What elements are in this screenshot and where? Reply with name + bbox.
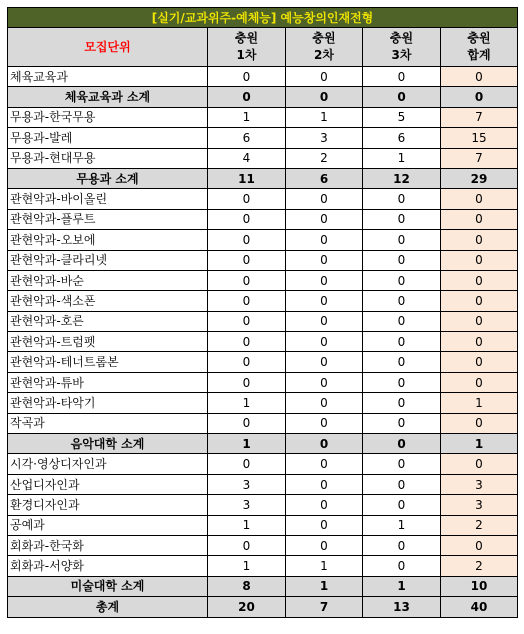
round-1-cell: 1 [208,556,286,576]
round-3-cell: 1 [363,576,441,596]
round-2-cell: 0 [286,230,363,250]
unit-name-cell: 무용과-발레 [8,128,208,148]
round-1-cell: 8 [208,576,286,596]
table-row [8,515,518,535]
total-cell: 0 [441,230,518,250]
round-1-cell: 11 [208,168,286,188]
unit-name-cell: 관현악과-오보에 [8,230,208,250]
total-cell: 0 [441,270,518,290]
table-row [8,209,518,229]
table-title: [실기/교과위주-예체능] 예능창의인재전형 [8,8,518,28]
round-2-cell: 0 [286,352,363,372]
round-2-cell: 0 [286,495,363,515]
table-row [8,67,518,87]
header-round-2 [286,28,363,67]
round-2-cell: 0 [286,474,363,494]
header-total-bottom: 합계 [467,48,491,62]
round-1-cell: 6 [208,128,286,148]
unit-name-cell: 총계 [8,597,208,617]
round-3-cell: 0 [363,556,441,576]
total-cell: 0 [441,250,518,270]
table-row [8,291,518,311]
unit-name-cell: 작곡과 [8,413,208,433]
table-row [8,128,518,148]
round-2-cell: 0 [286,372,363,392]
total-cell: 0 [441,352,518,372]
total-cell: 0 [441,87,518,107]
header-round-2-top: 충원 [312,31,336,45]
round-1-cell: 1 [208,515,286,535]
total-cell: 40 [441,597,518,617]
table-row [8,454,518,474]
total-cell: 15 [441,128,518,148]
table-row [8,332,518,352]
header-total [441,28,518,67]
round-3-cell: 0 [363,372,441,392]
unit-name-cell: 체육교육과 소계 [8,87,208,107]
round-2-cell: 0 [286,535,363,555]
round-1-cell: 0 [208,413,286,433]
round-1-cell: 0 [208,209,286,229]
admission-table-container [7,7,517,618]
round-2-cell: 0 [286,434,363,454]
table-row [8,189,518,209]
unit-name-cell: 관현악과-바이올린 [8,189,208,209]
total-cell: 1 [441,434,518,454]
round-1-cell: 3 [208,474,286,494]
round-1-cell: 0 [208,250,286,270]
unit-name-cell: 무용과 소계 [8,168,208,188]
unit-name-cell: 회화과-한국화 [8,535,208,555]
round-2-cell: 7 [286,597,363,617]
total-cell: 0 [441,535,518,555]
total-cell: 0 [441,413,518,433]
round-2-cell: 1 [286,576,363,596]
unit-name-cell: 음악대학 소계 [8,434,208,454]
total-cell: 0 [441,189,518,209]
round-3-cell: 0 [363,67,441,87]
unit-name-cell: 관현악과-클라리넷 [8,250,208,270]
round-1-cell: 1 [208,107,286,127]
unit-name-cell: 무용과-한국무용 [8,107,208,127]
round-3-cell: 12 [363,168,441,188]
unit-name-cell: 공예과 [8,515,208,535]
round-3-cell: 0 [363,413,441,433]
round-1-cell: 0 [208,372,286,392]
total-cell: 1 [441,393,518,413]
round-3-cell: 0 [363,189,441,209]
total-cell: 3 [441,474,518,494]
round-1-cell: 0 [208,332,286,352]
total-cell: 7 [441,148,518,168]
round-3-cell: 5 [363,107,441,127]
round-3-cell: 0 [363,270,441,290]
round-3-cell: 0 [363,87,441,107]
header-round-3-bottom: 3차 [391,48,412,62]
round-2-cell: 1 [286,107,363,127]
round-2-cell: 0 [286,67,363,87]
round-3-cell: 1 [363,515,441,535]
table-row [8,250,518,270]
round-3-cell: 13 [363,597,441,617]
total-cell: 2 [441,515,518,535]
round-1-cell: 0 [208,87,286,107]
round-2-cell: 0 [286,311,363,331]
round-1-cell: 0 [208,454,286,474]
round-1-cell: 3 [208,495,286,515]
round-3-cell: 0 [363,332,441,352]
total-cell: 0 [441,372,518,392]
unit-name-cell: 관현악과-플루트 [8,209,208,229]
round-2-cell: 0 [286,291,363,311]
unit-name-cell: 관현악과-튜바 [8,372,208,392]
round-1-cell: 0 [208,352,286,372]
total-cell: 0 [441,311,518,331]
total-cell: 3 [441,495,518,515]
round-1-cell: 0 [208,230,286,250]
round-1-cell: 1 [208,393,286,413]
round-3-cell: 0 [363,495,441,515]
round-2-cell: 0 [286,332,363,352]
round-1-cell: 0 [208,270,286,290]
total-cell: 0 [441,332,518,352]
total-cell: 2 [441,556,518,576]
subtotal-row [8,434,518,454]
round-2-cell: 0 [286,454,363,474]
table-row [8,535,518,555]
round-1-cell: 4 [208,148,286,168]
unit-name-cell: 관현악과-타악기 [8,393,208,413]
total-cell: 7 [441,107,518,127]
round-2-cell: 3 [286,128,363,148]
total-cell: 0 [441,209,518,229]
round-2-cell: 0 [286,393,363,413]
table-row [8,148,518,168]
table-row [8,372,518,392]
unit-name-cell: 관현악과-바순 [8,270,208,290]
round-2-cell: 0 [286,87,363,107]
round-3-cell: 0 [363,535,441,555]
round-1-cell: 0 [208,291,286,311]
table-row [8,230,518,250]
round-3-cell: 0 [363,352,441,372]
round-1-cell: 0 [208,189,286,209]
subtotal-row [8,576,518,596]
unit-name-cell: 관현악과-테너트롬본 [8,352,208,372]
table-row [8,556,518,576]
round-1-cell: 20 [208,597,286,617]
table-row [8,311,518,331]
total-cell: 0 [441,454,518,474]
round-2-cell: 2 [286,148,363,168]
unit-name-cell: 환경디자인과 [8,495,208,515]
round-3-cell: 0 [363,230,441,250]
unit-name-cell: 관현악과-호른 [8,311,208,331]
header-round-3 [363,28,441,67]
round-2-cell: 0 [286,515,363,535]
round-2-cell: 1 [286,556,363,576]
round-3-cell: 0 [363,474,441,494]
round-3-cell: 0 [363,454,441,474]
header-round-3-top: 충원 [389,31,414,45]
round-3-cell: 0 [363,393,441,413]
round-3-cell: 0 [363,250,441,270]
header-round-1 [208,28,286,67]
unit-name-cell: 미술대학 소계 [8,576,208,596]
grand-total-row [8,597,518,617]
admission-table [7,7,518,618]
table-row [8,474,518,494]
total-cell: 0 [441,291,518,311]
table-row [8,352,518,372]
unit-name-cell: 무용과-현대무용 [8,148,208,168]
round-2-cell: 0 [286,413,363,433]
round-1-cell: 0 [208,535,286,555]
header-round-2-bottom: 2차 [314,48,334,62]
unit-name-cell: 체육교육과 [8,67,208,87]
round-1-cell: 0 [208,67,286,87]
total-cell: 10 [441,576,518,596]
round-2-cell: 6 [286,168,363,188]
round-1-cell: 0 [208,311,286,331]
total-cell: 29 [441,168,518,188]
round-3-cell: 0 [363,209,441,229]
round-2-cell: 0 [286,250,363,270]
round-3-cell: 0 [363,434,441,454]
subtotal-row [8,168,518,188]
table-row [8,393,518,413]
round-3-cell: 6 [363,128,441,148]
table-row [8,270,518,290]
unit-name-cell: 관현악과-색소폰 [8,291,208,311]
unit-name-cell: 회화과-서양화 [8,556,208,576]
table-row [8,495,518,515]
round-1-cell: 1 [208,434,286,454]
unit-name-cell: 시각·영상디자인과 [8,454,208,474]
round-2-cell: 0 [286,189,363,209]
unit-name-cell: 산업디자인과 [8,474,208,494]
round-3-cell: 0 [363,311,441,331]
table-body [8,67,518,618]
round-3-cell: 1 [363,148,441,168]
subtotal-row [8,87,518,107]
round-2-cell: 0 [286,270,363,290]
round-3-cell: 0 [363,291,441,311]
unit-name-cell: 관현악과-트럼펫 [8,332,208,352]
total-cell: 0 [441,67,518,87]
header-row [8,28,518,67]
table-row [8,413,518,433]
header-total-top: 충원 [467,31,491,45]
round-2-cell: 0 [286,209,363,229]
header-unit: 모집단위 [8,28,208,67]
table-row [8,107,518,127]
header-round-1-top: 충원 [234,31,259,45]
header-round-1-bottom: 1차 [236,48,257,62]
